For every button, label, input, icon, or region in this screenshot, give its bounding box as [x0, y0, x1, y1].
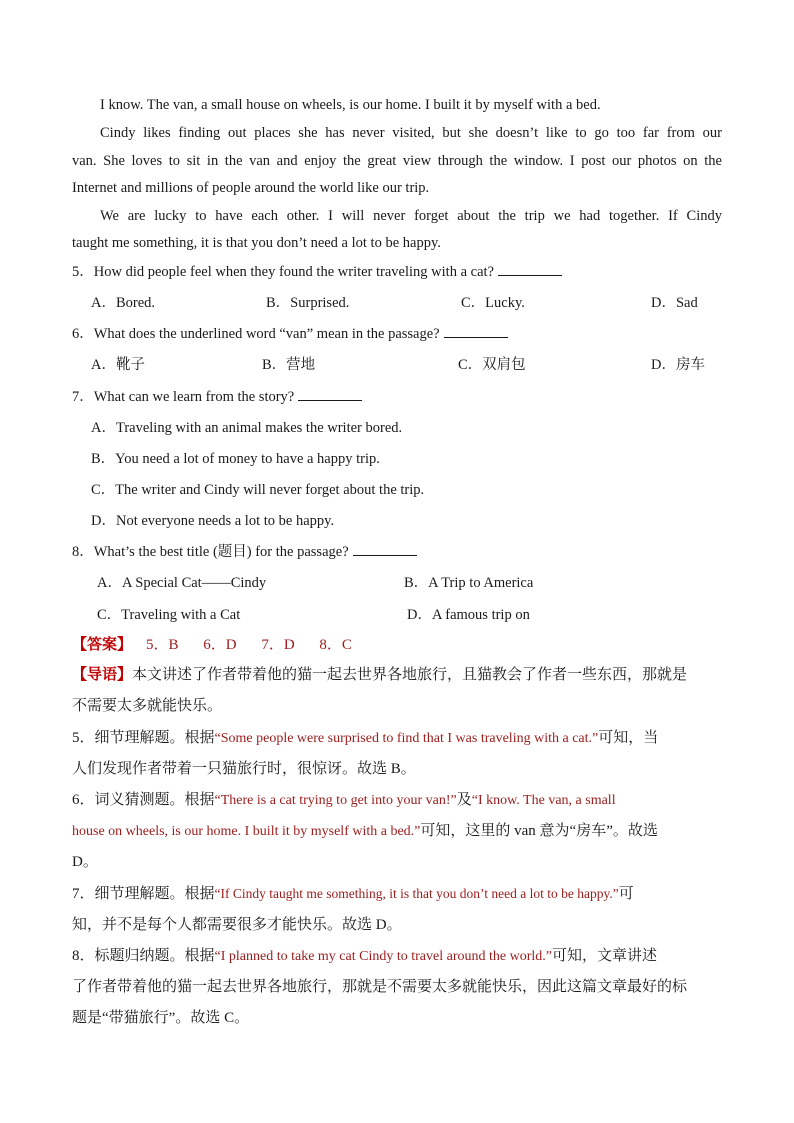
guide-line: [72, 665, 722, 685]
explanation-quote: “Some people were surprised to find that I was traveling with a cat.”: [214, 731, 599, 746]
question-8: [72, 543, 417, 561]
option-b: B．You need a lot of money to have a happy trip.: [91, 451, 380, 467]
option-c: C．双肩包: [458, 357, 526, 373]
answer-line: [72, 635, 352, 655]
explanation-5: [72, 728, 722, 749]
option-b: B．A Trip to America: [404, 575, 534, 591]
question-stem: 8．What’s the best title (题目) for the passage?: [72, 544, 349, 560]
option-b: B．营地: [262, 357, 316, 373]
option-c: C．Traveling with a Cat: [97, 607, 241, 623]
option-c: C．The writer and Cindy will never forget about the trip.: [91, 482, 425, 498]
answer-label: 【答案】: [72, 637, 133, 653]
question-stem: 5．How did people feel when they found the writer traveling with a cat?: [72, 264, 494, 280]
answer-blank[interactable]: [498, 263, 562, 276]
passage-line: van. She loves to sit in the van and enjoy the great view through the window. I post our photos on the: [72, 153, 722, 169]
question-7: [72, 388, 362, 406]
question-stem: 7．What can we learn from the story?: [72, 389, 295, 405]
option-a: A．Traveling with an animal makes the writer bored.: [91, 420, 403, 436]
explanation-7: [72, 884, 722, 904]
option-d: D．房车: [651, 357, 705, 373]
explanation-quote: “I planned to take my cat Cindy to travel around the world.”: [214, 949, 552, 964]
explanation-quote: “I know. The van, a small: [471, 793, 616, 808]
guide-line: 不需要太多就能快乐。: [72, 698, 223, 714]
option-d: D．A famous trip on: [407, 607, 530, 623]
question-stem: 6．What does the underlined word “van” mean in the passage?: [72, 326, 440, 342]
explanation-8-end: 题是“带猫旅行”。故选 C。: [72, 1010, 250, 1026]
explanation-7-cont: 知，并不是每个人都需要很多才能快乐。故选 D。: [72, 917, 402, 933]
option-a: A．靴子: [91, 357, 145, 373]
explanation-8-cont: 了作者带着他的猫一起去世界各地旅行，那就是不需要太多就能快乐，因此这篇文章最好的标: [72, 979, 688, 995]
passage-line: I know. The van, a small house on wheels, is our home. I built it by myself with a bed.: [100, 97, 601, 113]
option-c: C．Lucky.: [461, 295, 525, 311]
explanation-text: 可知，文章讲述: [551, 948, 657, 964]
explanation-text: 5．细节理解题。根据: [72, 730, 215, 746]
question-5: [72, 263, 562, 281]
explanation-quote: “If Cindy taught me something, it is that you don’t need a lot to be happy.”: [214, 886, 619, 901]
explanation-6-end: D。: [72, 854, 98, 870]
passage-line: Internet and millions of people around the world like our trip.: [72, 180, 430, 196]
guide-text: 本文讲述了作者带着他的猫一起去世界各地旅行，且猫教会了作者一些东西，那就是: [132, 667, 688, 683]
question-6: [72, 325, 508, 343]
explanation-text: 6．词义猜测题。根据: [72, 792, 215, 808]
guide-label: 【导语】: [72, 667, 133, 683]
answer-blank[interactable]: [298, 388, 362, 401]
explanation-5-cont: 人们发现作者带着一只猫旅行时，很惊讶。故选 B。: [72, 761, 416, 777]
passage-line: Cindy likes finding out places she has never visited, but she doesn’t like to go too far from our: [100, 125, 722, 141]
answer-blank[interactable]: [353, 543, 417, 556]
option-d: D．Sad: [651, 295, 698, 311]
option-d: D．Not everyone needs a lot to be happy.: [91, 513, 335, 529]
explanation-6-cont: [72, 821, 722, 842]
answer-values: 5．B 6．D 7．D 8．C: [146, 637, 352, 653]
answer-blank[interactable]: [444, 325, 508, 338]
explanation-text: 可: [618, 886, 634, 902]
explanation-text: 7．细节理解题。根据: [72, 886, 215, 902]
option-a: A．A Special Cat——Cindy: [97, 575, 267, 591]
explanation-6: [72, 790, 722, 811]
passage-line: We are lucky to have each other. I will never forget about the trip we had together. If Cindy: [100, 208, 722, 224]
explanation-text: 可知，这里的 van 意为“房车”。故选: [420, 823, 658, 839]
option-b: B．Surprised.: [266, 295, 350, 311]
option-a: A．Bored.: [91, 295, 156, 311]
explanation-8: [72, 946, 722, 967]
explanation-quote: house on wheels, is our home. I built it by myself with a bed.”: [72, 824, 421, 839]
explanation-quote: “There is a cat trying to get into your van!”: [214, 793, 457, 808]
explanation-text: 及: [456, 792, 472, 808]
explanation-text: 8．标题归纳题。根据: [72, 948, 215, 964]
passage-line: taught me something, it is that you don’t need a lot to be happy.: [72, 235, 441, 251]
explanation-text: 可知，当: [598, 730, 659, 746]
